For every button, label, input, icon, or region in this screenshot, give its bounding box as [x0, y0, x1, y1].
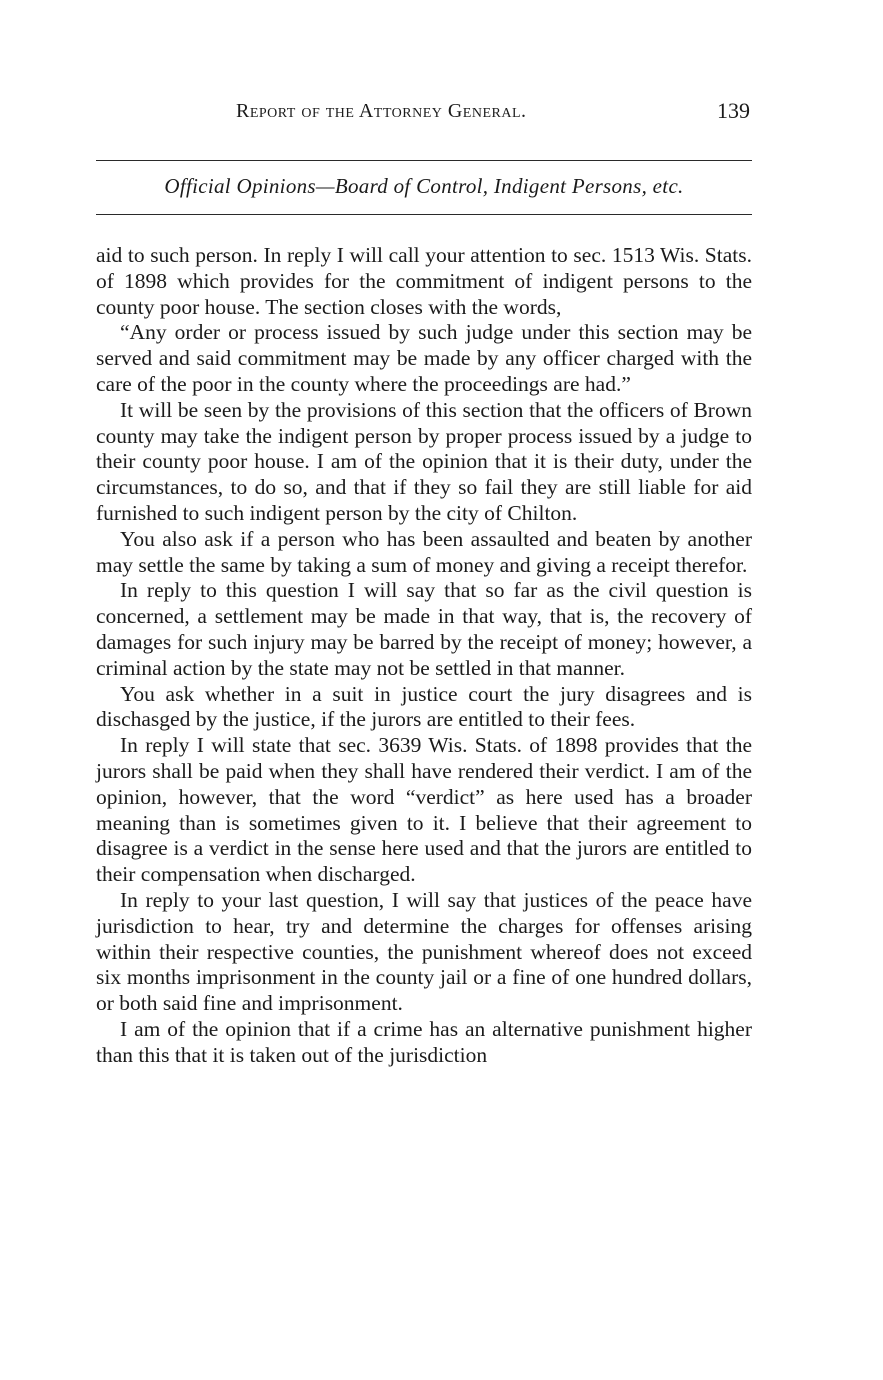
header-rule-bottom — [96, 214, 752, 215]
page-number: 139 — [717, 98, 750, 123]
running-title: Report of the Attorney General. — [236, 100, 527, 122]
paragraph: In reply to this question I will say that so far as the civil question is concerned, a settlement may be made in that way, that is, the recovery of damages for such injury may be barred by the receipt of money; however, a criminal action by the state may not be settled in that manner. — [96, 578, 752, 680]
body-text — [96, 243, 752, 1069]
block-quote: “Any order or process issued by such judge under this section may be served and said commitment may be made by any officer charged with the care of the poor in the county where the proceedings are had.” — [96, 320, 752, 396]
paragraph: It will be seen by the provisions of this section that the officers of Brown county may take the indigent person by proper process issued by a judge to their county poor house. I am of the opinion that it is their duty, under the circumstances, to do so, and that if they so fail they are still liable for aid furnished to such indigent person by the city of Chilton. — [96, 397, 752, 525]
paragraph: I am of the opinion that if a crime has an alternative punishment higher than this that it is taken out of the jurisdiction — [96, 1016, 752, 1067]
running-header — [96, 100, 752, 130]
section-heading: Official Opinions—Board of Control, Indigent Persons, etc. — [164, 174, 684, 198]
paragraph: In reply I will state that sec. 3639 Wis. Stats. of 1898 provides that the jurors shall be paid when they shall have rendered their verdict. I am of the opinion, however, that the word “verdict” as here used has a broader meaning than is sometimes given to it. I believe that their agreement to disagree is a verdict in the sense here used and that the jurors are entitled to their compensation when discharged. — [96, 733, 752, 887]
paragraph: You ask whether in a suit in justice court the jury disagrees and is dischasged by the justice, if the jurors are entitled to their fees. — [96, 681, 752, 732]
paragraph: In reply to your last question, I will say that justices of the peace have jurisdiction to hear, try and determine the charges for offenses arising within their respective counties, the punishment whereof does not exceed six months imprisonment in the county jail or a fine of one hundred dollars, or both said fine and imprisonment. — [96, 887, 752, 1016]
header-rule-top — [96, 160, 752, 161]
paragraph: You also ask if a person who has been assaulted and beaten by another may settle the same by taking a sum of money and giving a receipt therefor. — [96, 526, 752, 577]
paragraph: aid to such person. In reply I will call your attention to sec. 1513 Wis. Stats. of 1898 which provides for the commitment of indigent persons to the county poor house. The section closes with the words, — [96, 243, 752, 319]
